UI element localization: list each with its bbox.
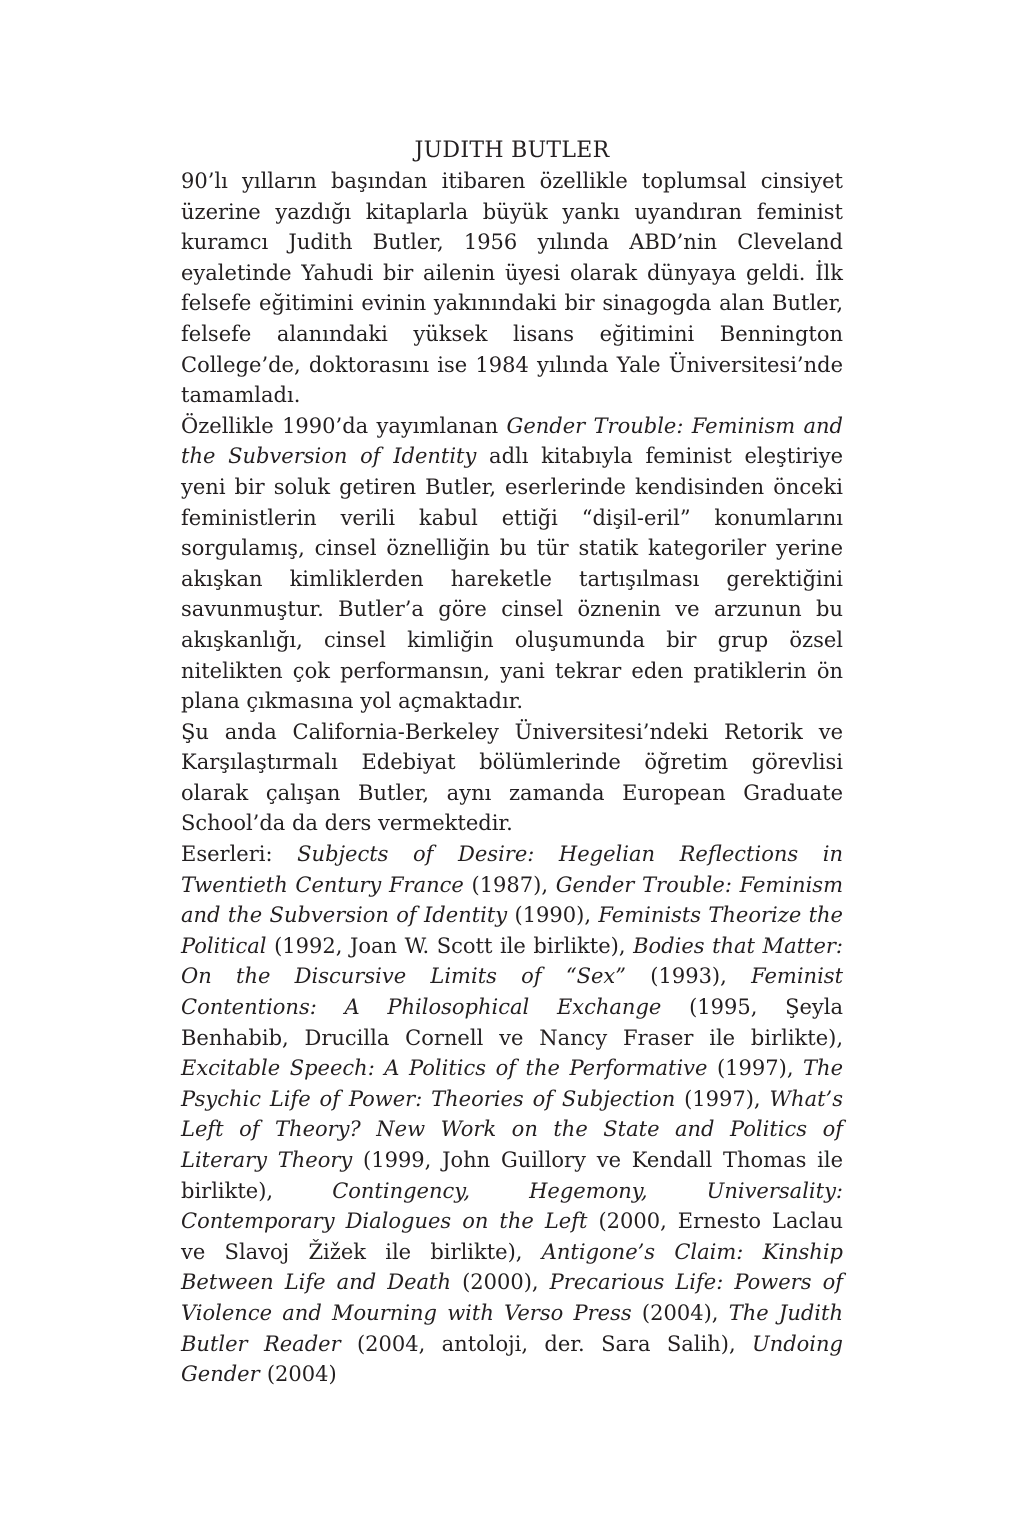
text-run: (2000, Ernesto Laclau ve Slavoj Žižek ile birlikte), xyxy=(181,1209,844,1264)
book-title: Undoing Gender xyxy=(181,1331,843,1387)
text-run: (2004) xyxy=(259,1362,337,1387)
text-run: (1987), xyxy=(463,872,556,897)
text-run: (1997), xyxy=(707,1056,804,1081)
book-title: Precarious Life: Powers of Violence and Mourning with Verso Press xyxy=(181,1270,843,1325)
text-run: (2004, antoloji, der. Sara Salih), xyxy=(340,1331,752,1356)
text-run: (1993), xyxy=(626,964,752,989)
book-title: Bodies that Matter: On the Discursive Limits of “Sex” xyxy=(181,933,844,989)
text-run: (1995, Şeyla Benhabib, Drucilla Cornell ve Nancy Fraser ile birlikte), xyxy=(181,995,844,1050)
bio-current-paragraph xyxy=(181,717,843,839)
text-run: Eserleri: xyxy=(181,842,298,867)
book-title: Feminist Contentions: A Philosophical Exchange xyxy=(181,964,844,1020)
text-run: Şu anda California-Berkeley Üniversitesi’ndeki Retorik ve Karşılaştırmalı Edebiyat bölümlerinde öğretim görevlisi olarak çalışan Butler, aynı zamanda European Graduate School’da da ders vermektedir. xyxy=(181,719,843,836)
book-title: Contingency, Hegemony, Universality: Contemporary Dialogues on the Left xyxy=(181,1178,844,1234)
works-paragraph xyxy=(181,839,843,1390)
document-page xyxy=(181,136,843,1390)
text-run: Özellikle 1990’da yayımlanan xyxy=(181,413,507,438)
book-title: The Psychic Life of Power: Theories of Subjection xyxy=(181,1056,843,1111)
text-run: adlı kitabıyla feminist eleştiriye yeni bir soluk getiren Butler, eserlerinde kendisinden önceki feministlerin verili kabul ettiği “dişil-eril” konumlarını sorgulamış, cinsel öznelliğin bu tür statik kategoriler yerine akışkan kimliklerden hareketle tartışılması gerektiğini savunmuştur. Butler’a göre cinsel öznenin ve arzunun bu akışkanlığı, cinsel kimliğin oluşumunda bir grup özsel nitelikten çok performansın, yani tekrar eden pratiklerin ön plana çıkmasına yol açmaktadır. xyxy=(181,444,844,714)
book-title: Gender Trouble: Feminism and the Subversion of Identity xyxy=(181,413,843,469)
text-run: (2000), xyxy=(451,1270,550,1295)
page-title: JUDITH BUTLER xyxy=(414,138,610,163)
text-run: (1992, Joan W. Scott ile birlikte), xyxy=(266,933,634,958)
book-title: Feminists Theorize the Political xyxy=(181,903,843,958)
text-run: (1997), xyxy=(675,1086,770,1111)
book-title: Antigone’s Claim: Kinship Between Life and Death xyxy=(181,1239,843,1295)
book-title: Gender Trouble: Feminism and the Subversion of Identity xyxy=(181,872,843,928)
book-title: Excitable Speech: A Politics of the Performative xyxy=(181,1056,708,1081)
bio-work-paragraph xyxy=(181,411,843,717)
bio-intro-paragraph xyxy=(181,166,843,411)
text-run: (2004), xyxy=(631,1300,729,1325)
book-title: What’s Left of Theory? New Work on the State and Politics of Literary Theory xyxy=(181,1086,843,1172)
text-run: (1990), xyxy=(507,903,599,928)
text-run: 90’lı yılların başından itibaren özellikle toplumsal cinsiyet üzerine yazdığı kitaplarla büyük yankı uyandıran feminist kuramcı Judith Butler, 1956 yılında ABD’nin Cleveland eyaletinde Yahudi bir ailenin üyesi olarak dünyaya geldi. İlk felsefe eğitimini evinin yakınındaki bir sinagogda alan Butler, felsefe alanındaki yüksek lisans eğitimini Bennington College’de, doktorasını ise 1984 yılında Yale Üniversitesi’nde tamamladı. xyxy=(181,169,843,408)
book-title: Subjects of Desire: Hegelian Reflections in Twentieth Century France xyxy=(181,842,843,897)
text-run: (1999, John Guillory ve Kendall Thomas ile birlikte), xyxy=(181,1148,844,1203)
book-title: The Judith Butler Reader xyxy=(181,1300,843,1356)
